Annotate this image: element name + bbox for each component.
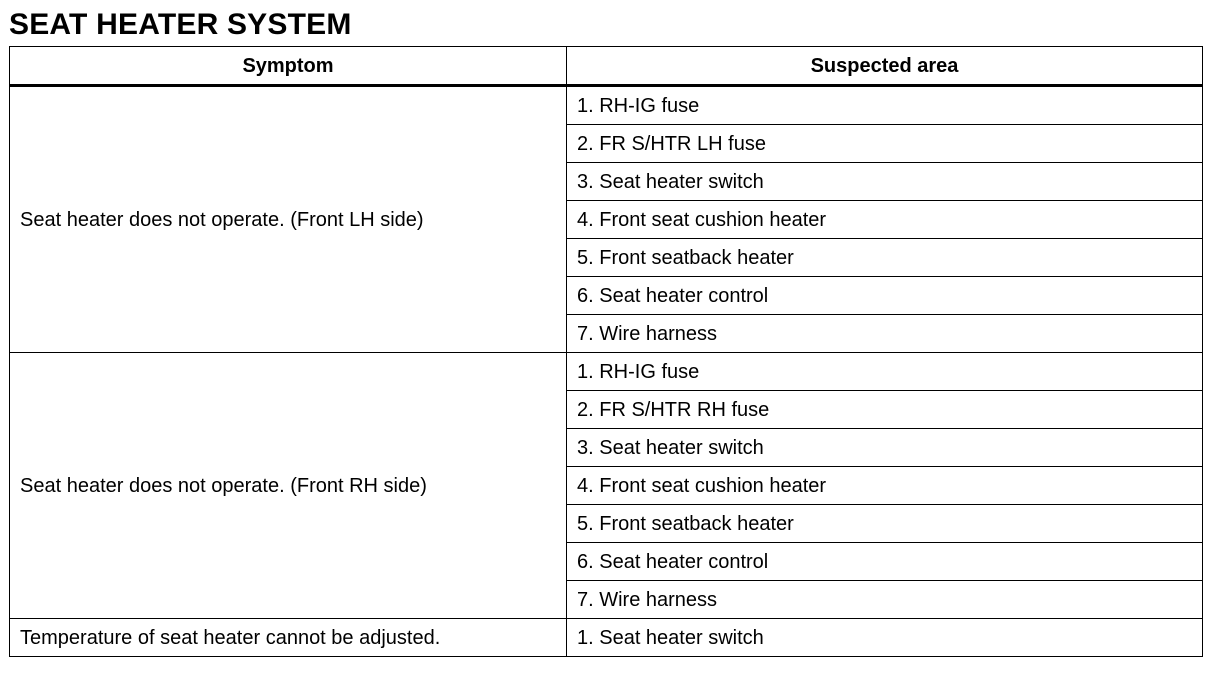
suspected-area-cell: 2. FR S/HTR RH fuse (567, 391, 1203, 429)
table-row (10, 619, 1203, 657)
header-symptom: Symptom (10, 47, 567, 86)
suspected-area-cell: 6. Seat heater control (567, 543, 1203, 581)
suspected-area-cell: 1. RH-IG fuse (567, 353, 1203, 391)
suspected-area-cell: 1. Seat heater switch (567, 619, 1203, 657)
suspected-area-cell: 3. Seat heater switch (567, 429, 1203, 467)
suspected-area-cell: 2. FR S/HTR LH fuse (567, 125, 1203, 163)
suspected-area-cell: 3. Seat heater switch (567, 163, 1203, 201)
table-header-row (10, 47, 1203, 86)
suspected-area-cell: 7. Wire harness (567, 315, 1203, 353)
suspected-area-cell: 7. Wire harness (567, 581, 1203, 619)
table-row (10, 353, 1203, 391)
trouble-table (9, 46, 1203, 657)
suspected-area-cell: 5. Front seatback heater (567, 505, 1203, 543)
table-row (10, 86, 1203, 125)
symptom-cell: Temperature of seat heater cannot be adjusted. (10, 619, 567, 657)
symptom-cell: Seat heater does not operate. (Front RH side) (10, 353, 567, 619)
suspected-area-cell: 6. Seat heater control (567, 277, 1203, 315)
suspected-area-cell: 4. Front seat cushion heater (567, 467, 1203, 505)
suspected-area-cell: 4. Front seat cushion heater (567, 201, 1203, 239)
symptom-cell: Seat heater does not operate. (Front LH side) (10, 86, 567, 353)
suspected-area-cell: 5. Front seatback heater (567, 239, 1203, 277)
suspected-area-cell: 1. RH-IG fuse (567, 86, 1203, 125)
page-title: SEAT HEATER SYSTEM (9, 8, 352, 41)
header-suspected-area: Suspected area (567, 47, 1203, 86)
